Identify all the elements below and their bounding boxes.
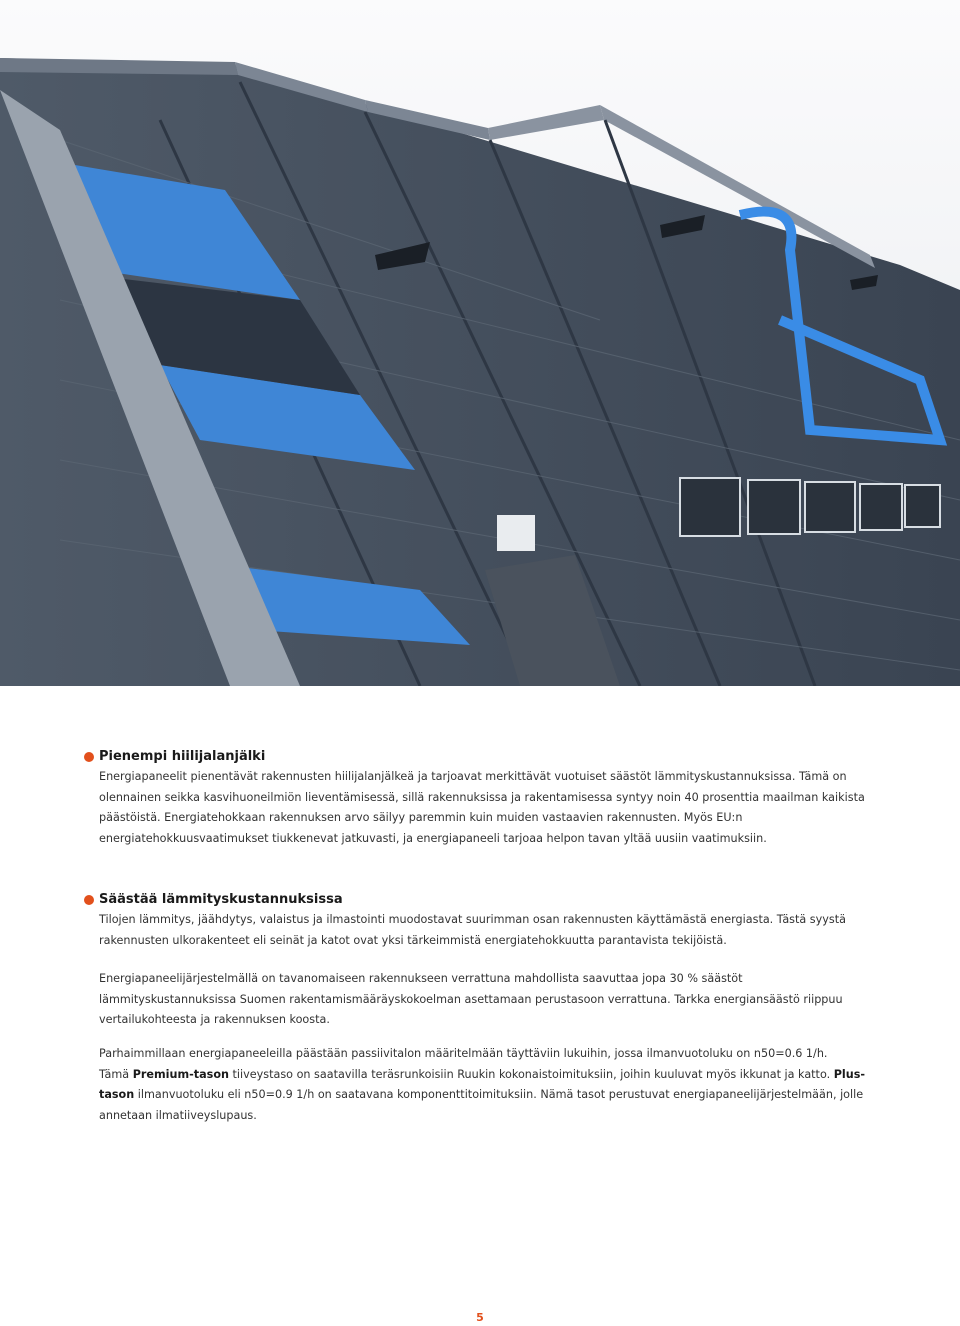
- section-paragraph: Energiapaneelijärjestelmällä on tavanomaiseen rakennukseen verrattuna mahdollista saavuttaa jopa 30 % säästöt lämmityskustannuksissa Suomen rakentamismääräyskokoelman asettamaan perustasoon verrattuna. Tarkka energiansäästö riippuu vertailukohteesta ja rakennuksen koosta.: [99, 972, 843, 1026]
- orange-bullet-icon: [84, 752, 94, 762]
- section-carbon-footprint: [99, 747, 869, 849]
- text-span: Tämä: [99, 1067, 133, 1081]
- premium-label: Premium-tason: [132, 1067, 229, 1081]
- page-number: 5: [476, 1311, 484, 1324]
- airtightness-paragraph: [99, 1044, 869, 1126]
- section-paragraph: Tilojen lämmitys, jäähdytys, valaistus ja ilmastointi muodostavat suurimman osan rakennusten käyttämästä energiasta. Tästä syystä rakennusten ulkorakenteet eli seinät ja katot ovat yksi tärkeimmistä energiatehokkuutta parantavista tekijöistä.: [99, 913, 846, 947]
- section-heating-savings: [99, 890, 869, 1031]
- orange-bullet-icon: [84, 895, 94, 905]
- section-heading: Pienempi hiilijalanjälki: [99, 749, 266, 764]
- paragraph-line: Parhaimmillaan energiapaneeleilla päästään passiivitalon määritelmään täyttäviin lukuihin, jossa ilmanvuotoluku on n50=0.6 1/h.: [99, 1047, 828, 1060]
- text-span: ilmanvuotoluku eli n50=0.9 1/h on saatavana komponenttitoimituksiin. Nämä tasot perustuvat energiapaneelijärjestelmään, jolle annetaan ilmatiiveyslupaus.: [99, 1088, 864, 1122]
- section-heading: Säästää lämmityskustannuksissa: [99, 892, 343, 907]
- plus-label: Plus-tason: [99, 1067, 866, 1101]
- section-paragraph: Energiapaneelit pienentävät rakennusten hiilijalanjälkeä ja tarjoavat merkittävät vuotuiset säästöt lämmityskustannuksissa. Tämä on olennainen seikka kasvihuoneilmiön lieventämisessä, sillä rakennuksissa ja rakentamisessa syntyy noin 40 prosenttia maailman kaikista päästöistä. Energiatehokkaan rakennuksen arvo säilyy paremmin kuin muiden vastaavien rakennusten. Myös EU:n energiatehokkuusvaatimukset tiukkenevat jatkuvasti, ja energiapaneeli tarjoaa helpon tavan yltää uusiin vaatimuksiin.: [99, 770, 865, 845]
- paragraph-body: [99, 1065, 869, 1127]
- text-span: tiiveystaso on saatavilla teräsrunkoisiin Ruukin kokonaistoimituksiin, joihin kuuluvat myös ikkunat ja katto.: [228, 1067, 834, 1081]
